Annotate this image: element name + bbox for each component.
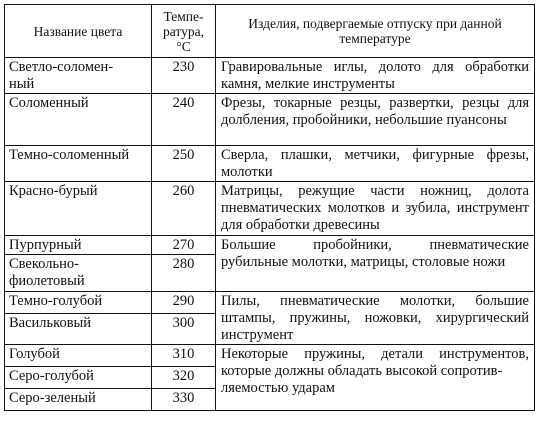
tempering-colors-table — [4, 4, 535, 411]
color-name-cell: Соломенный — [5, 94, 152, 146]
header-row — [5, 5, 535, 58]
items-cell: Некоторые пружины, детали инструментов, которые должны обладать высокой сопротив- ляемостью ударам — [216, 345, 535, 411]
color-name-cell: Пурпурный — [5, 236, 152, 255]
table-row — [5, 182, 535, 236]
items-cell: Сверла, плашки, метчики, фигурные фрезы, молотки — [216, 146, 535, 182]
color-name-cell: Серо-голубой — [5, 367, 152, 389]
table-row — [5, 292, 535, 314]
header-items: Изделия, подвергаемые отпуску при данной температуре — [216, 5, 535, 58]
temperature-cell: 230 — [152, 58, 216, 94]
table-row — [5, 236, 535, 255]
color-name-cell: Серо-зеленый — [5, 389, 152, 411]
temperature-cell: 290 — [152, 292, 216, 314]
temperature-cell: 310 — [152, 345, 216, 367]
items-cell: Фрезы, токарные резцы, развертки, резцы для долбления, пробойники, небольшие пуансоны — [216, 94, 535, 146]
table-row — [5, 58, 535, 94]
temperature-cell: 260 — [152, 182, 216, 236]
color-name-cell: Васильковый — [5, 314, 152, 345]
color-name-cell: Светло-соломен- ный — [5, 58, 152, 94]
table-row — [5, 94, 535, 146]
items-cell: Большие пробойники, пневматические рубильные молотки, матрицы, столовые ножи — [216, 236, 535, 292]
items-cell: Гравировальные иглы, долото для обработки камня, мелкие инструменты — [216, 58, 535, 94]
temperature-cell: 280 — [152, 255, 216, 292]
items-cell: Матрицы, режущие части ножниц, долота пневматических молотков и зубила, инструмент для обработки древесины — [216, 182, 535, 236]
temperature-cell: 330 — [152, 389, 216, 411]
temperature-cell: 320 — [152, 367, 216, 389]
table-row — [5, 146, 535, 182]
temperature-cell: 240 — [152, 94, 216, 146]
color-name-cell: Темно-соломенный — [5, 146, 152, 182]
items-cell: Пилы, пневматические молотки, большие штампы, пружины, ножовки, хирургический инструмент — [216, 292, 535, 345]
color-name-cell: Свекольно- фиолетовый — [5, 255, 152, 292]
color-name-cell: Темно-голубой — [5, 292, 152, 314]
table-row — [5, 345, 535, 367]
temperature-cell: 250 — [152, 146, 216, 182]
header-temperature: Темпе- ратура, °С — [152, 5, 216, 58]
temperature-cell: 270 — [152, 236, 216, 255]
temperature-cell: 300 — [152, 314, 216, 345]
header-color-name: Название цвета — [5, 5, 152, 58]
color-name-cell: Красно-бурый — [5, 182, 152, 236]
color-name-cell: Голубой — [5, 345, 152, 367]
